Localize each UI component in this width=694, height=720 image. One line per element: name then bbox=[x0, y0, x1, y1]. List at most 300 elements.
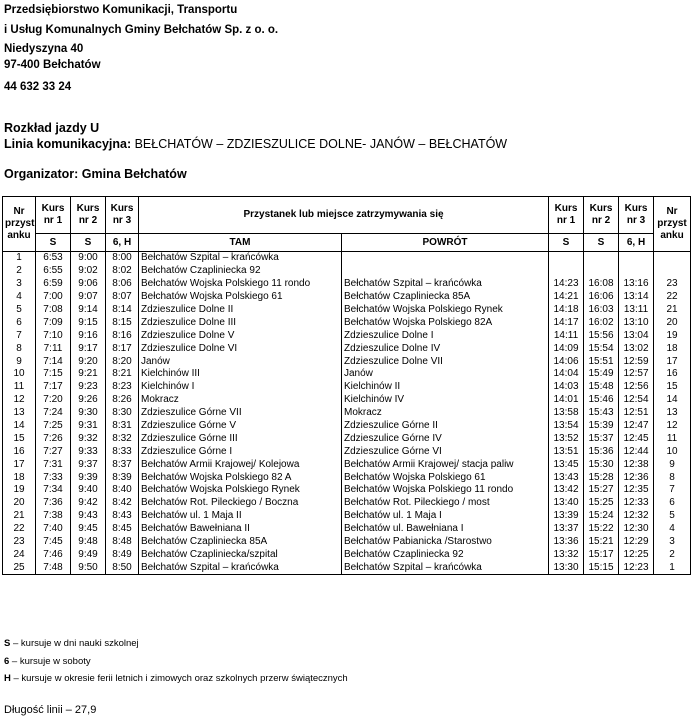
return-kurs3-time: 13:04 bbox=[619, 329, 654, 342]
stop-number-left: 16 bbox=[3, 445, 36, 458]
stop-number-left: 21 bbox=[3, 510, 36, 523]
return-kurs2-time: 15:22 bbox=[584, 523, 619, 536]
stop-number-right: 12 bbox=[654, 420, 691, 433]
stop-number-left: 24 bbox=[3, 548, 36, 561]
header-s-left-2: S bbox=[71, 234, 106, 252]
kurs2-time: 9:45 bbox=[71, 523, 106, 536]
stop-name-powrot: Bełchatów Wojska Polskiego 61 bbox=[342, 471, 549, 484]
kurs1-time: 7:20 bbox=[36, 394, 71, 407]
stop-number-right: 22 bbox=[654, 291, 691, 304]
kurs3-time: 8:07 bbox=[106, 291, 139, 304]
table-row bbox=[3, 407, 691, 420]
stop-name-powrot: Janów bbox=[342, 368, 549, 381]
stop-name-powrot: Bełchatów ul. Bawełniana I bbox=[342, 523, 549, 536]
table-row bbox=[3, 342, 691, 355]
return-kurs3-time: 12:35 bbox=[619, 484, 654, 497]
return-kurs2-time: 15:21 bbox=[584, 536, 619, 549]
return-kurs1-time: 13:37 bbox=[549, 523, 584, 536]
stop-name-powrot: Zdzieszulice Dolne I bbox=[342, 329, 549, 342]
stop-number-left: 9 bbox=[3, 355, 36, 368]
return-kurs3-time: 12:45 bbox=[619, 432, 654, 445]
stop-name-powrot: Bełchatów Wojska Polskiego Rynek bbox=[342, 304, 549, 317]
header-kurs1-right: Kurs nr 1 bbox=[549, 197, 584, 234]
table-row bbox=[3, 394, 691, 407]
return-kurs1-time: 13:42 bbox=[549, 484, 584, 497]
stop-name-tam: Zdzieszulice Górne VII bbox=[139, 407, 342, 420]
stop-number-right: 3 bbox=[654, 536, 691, 549]
kurs3-time: 8:43 bbox=[106, 510, 139, 523]
kurs1-time: 7:11 bbox=[36, 342, 71, 355]
kurs1-time: 7:10 bbox=[36, 329, 71, 342]
kurs3-time: 8:06 bbox=[106, 278, 139, 291]
stop-name-tam: Zdzieszulice Górne V bbox=[139, 420, 342, 433]
stop-number-left: 22 bbox=[3, 523, 36, 536]
stop-number-right: 13 bbox=[654, 407, 691, 420]
return-kurs1-time: 13:43 bbox=[549, 471, 584, 484]
table-row bbox=[3, 316, 691, 329]
return-kurs1-time: 14:17 bbox=[549, 316, 584, 329]
stop-number-left: 1 bbox=[3, 252, 36, 265]
company-street: Niedyszyna 40 bbox=[4, 43, 84, 55]
return-kurs3-time: 12:57 bbox=[619, 368, 654, 381]
table-row bbox=[3, 432, 691, 445]
return-kurs1-time: 13:51 bbox=[549, 445, 584, 458]
stop-number-right: 6 bbox=[654, 497, 691, 510]
stop-number-right: 1 bbox=[654, 561, 691, 574]
stop-name-tam: Zdzieszulice Dolne II bbox=[139, 304, 342, 317]
stop-name-tam: Mokracz bbox=[139, 394, 342, 407]
stop-name-powrot: Bełchatów Szpital – krańcówka bbox=[342, 278, 549, 291]
stop-number-left: 15 bbox=[3, 432, 36, 445]
return-kurs1-time: 13:52 bbox=[549, 432, 584, 445]
stop-name-tam: Bełchatów Czapliniecka 85A bbox=[139, 536, 342, 549]
return-kurs2-time: 15:27 bbox=[584, 484, 619, 497]
stop-number-right: 2 bbox=[654, 548, 691, 561]
stop-number-left: 18 bbox=[3, 471, 36, 484]
return-kurs1-time: 14:23 bbox=[549, 278, 584, 291]
stop-name-powrot: Bełchatów ul. 1 Maja I bbox=[342, 510, 549, 523]
return-kurs3-time bbox=[619, 265, 654, 278]
timetable-body bbox=[3, 252, 691, 575]
table-row bbox=[3, 329, 691, 342]
kurs2-time: 9:21 bbox=[71, 368, 106, 381]
stop-number-left: 23 bbox=[3, 536, 36, 549]
legend-item bbox=[4, 673, 348, 684]
return-kurs1-time: 13:36 bbox=[549, 536, 584, 549]
stop-name-powrot: Bełchatów Szpital – krańcówka bbox=[342, 561, 549, 574]
stop-number-right: 10 bbox=[654, 445, 691, 458]
kurs2-time: 9:40 bbox=[71, 484, 106, 497]
return-kurs1-time: 13:30 bbox=[549, 561, 584, 574]
stop-name-tam: Bełchatów Szpital – krańcówka bbox=[139, 561, 342, 574]
return-kurs3-time: 12:36 bbox=[619, 471, 654, 484]
stop-name-tam: Kielchinów III bbox=[139, 368, 342, 381]
return-kurs2-time: 15:17 bbox=[584, 548, 619, 561]
return-kurs1-time: 14:18 bbox=[549, 304, 584, 317]
stop-name-tam: Kielchinów I bbox=[139, 381, 342, 394]
kurs3-time: 8:17 bbox=[106, 342, 139, 355]
kurs1-time: 7:48 bbox=[36, 561, 71, 574]
header-s-right-2: S bbox=[584, 234, 619, 252]
kurs2-time: 9:30 bbox=[71, 407, 106, 420]
table-row bbox=[3, 304, 691, 317]
kurs2-time: 9:17 bbox=[71, 342, 106, 355]
kurs3-time: 8:37 bbox=[106, 458, 139, 471]
return-kurs2-time: 15:56 bbox=[584, 329, 619, 342]
stop-name-powrot: Bełchatów Czapliniecka 85A bbox=[342, 291, 549, 304]
return-kurs3-time: 12:29 bbox=[619, 536, 654, 549]
kurs3-time: 8:15 bbox=[106, 316, 139, 329]
return-kurs3-time: 12:51 bbox=[619, 407, 654, 420]
return-kurs2-time bbox=[584, 265, 619, 278]
stop-number-right: 4 bbox=[654, 523, 691, 536]
stop-name-powrot: Bełchatów Pabianicka /Starostwo bbox=[342, 536, 549, 549]
return-kurs2-time: 15:51 bbox=[584, 355, 619, 368]
header-tam: TAM bbox=[139, 234, 342, 252]
stop-number-right: 21 bbox=[654, 304, 691, 317]
table-row bbox=[3, 291, 691, 304]
header-kurs3-right: Kurs nr 3 bbox=[619, 197, 654, 234]
kurs3-time: 8:21 bbox=[106, 368, 139, 381]
return-kurs1-time: 13:45 bbox=[549, 458, 584, 471]
stop-number-right: 7 bbox=[654, 484, 691, 497]
header-stop-number-left: Nr przyst anku bbox=[3, 197, 36, 252]
header-stop-number-right: Nr przyst anku bbox=[654, 197, 691, 252]
return-kurs1-time: 14:09 bbox=[549, 342, 584, 355]
return-kurs3-time: 12:23 bbox=[619, 561, 654, 574]
kurs3-time: 8:45 bbox=[106, 523, 139, 536]
return-kurs2-time: 15:54 bbox=[584, 342, 619, 355]
table-row bbox=[3, 523, 691, 536]
stop-number-left: 10 bbox=[3, 368, 36, 381]
table-row bbox=[3, 381, 691, 394]
header-6h-left: 6, H bbox=[106, 234, 139, 252]
return-kurs3-time: 12:25 bbox=[619, 548, 654, 561]
stop-number-left: 13 bbox=[3, 407, 36, 420]
kurs1-time: 7:08 bbox=[36, 304, 71, 317]
line-route: BEŁCHATÓW – ZDZIESZULICE DOLNE- JANÓW – BEŁCHATÓW bbox=[131, 137, 508, 151]
stop-name-tam: Zdzieszulice Górne I bbox=[139, 445, 342, 458]
stop-number-right: 23 bbox=[654, 278, 691, 291]
header-6h-right: 6, H bbox=[619, 234, 654, 252]
return-kurs1-time: 14:04 bbox=[549, 368, 584, 381]
stop-name-tam: Bełchatów ul. 1 Maja II bbox=[139, 510, 342, 523]
header-kurs3-left: Kurs nr 3 bbox=[106, 197, 139, 234]
return-kurs2-time: 15:24 bbox=[584, 510, 619, 523]
stop-name-powrot: Bełchatów Rot. Pileckiego / most bbox=[342, 497, 549, 510]
kurs3-time: 8:39 bbox=[106, 471, 139, 484]
kurs3-time: 8:20 bbox=[106, 355, 139, 368]
stop-name-powrot: Bełchatów Wojska Polskiego 11 rondo bbox=[342, 484, 549, 497]
kurs1-time: 6:55 bbox=[36, 265, 71, 278]
return-kurs2-time: 15:43 bbox=[584, 407, 619, 420]
kurs1-time: 7:31 bbox=[36, 458, 71, 471]
table-row bbox=[3, 252, 691, 265]
kurs2-time: 9:43 bbox=[71, 510, 106, 523]
return-kurs2-time: 16:08 bbox=[584, 278, 619, 291]
kurs2-time: 9:31 bbox=[71, 420, 106, 433]
kurs1-time: 7:27 bbox=[36, 445, 71, 458]
company-name-line1: Przedsiębiorstwo Komunikacji, Transportu bbox=[4, 4, 238, 16]
kurs3-time: 8:16 bbox=[106, 329, 139, 342]
kurs3-time: 8:14 bbox=[106, 304, 139, 317]
stop-number-left: 4 bbox=[3, 291, 36, 304]
return-kurs3-time bbox=[619, 252, 654, 265]
header-powrot: POWRÓT bbox=[342, 234, 549, 252]
stop-name-tam: Bełchatów Wojska Polskiego 61 bbox=[139, 291, 342, 304]
company-name-line2: i Usług Komunalnych Gminy Bełchatów Sp. z o. o. bbox=[4, 24, 279, 36]
return-kurs1-time bbox=[549, 265, 584, 278]
return-kurs1-time: 13:32 bbox=[549, 548, 584, 561]
stop-number-left: 3 bbox=[3, 278, 36, 291]
kurs3-time: 8:31 bbox=[106, 420, 139, 433]
return-kurs3-time: 12:38 bbox=[619, 458, 654, 471]
line-route-row bbox=[4, 137, 507, 151]
kurs1-time: 7:34 bbox=[36, 484, 71, 497]
header-kurs1-left: Kurs nr 1 bbox=[36, 197, 71, 234]
timetable bbox=[2, 196, 691, 575]
stop-number-left: 17 bbox=[3, 458, 36, 471]
stop-name-powrot: Bełchatów Czapliniecka 92 bbox=[342, 548, 549, 561]
stop-number-left: 12 bbox=[3, 394, 36, 407]
return-kurs3-time: 13:10 bbox=[619, 316, 654, 329]
stop-name-tam: Bełchatów Armii Krajowej/ Kolejowa bbox=[139, 458, 342, 471]
stop-name-tam: Bełchatów Wojska Polskiego 82 A bbox=[139, 471, 342, 484]
kurs2-time: 9:16 bbox=[71, 329, 106, 342]
kurs3-time: 8:40 bbox=[106, 484, 139, 497]
table-row bbox=[3, 445, 691, 458]
table-row bbox=[3, 497, 691, 510]
return-kurs2-time: 15:28 bbox=[584, 471, 619, 484]
kurs2-time: 9:20 bbox=[71, 355, 106, 368]
return-kurs2-time: 15:46 bbox=[584, 394, 619, 407]
kurs3-time: 8:32 bbox=[106, 432, 139, 445]
stop-number-right: 18 bbox=[654, 342, 691, 355]
kurs1-time: 6:53 bbox=[36, 252, 71, 265]
table-row bbox=[3, 458, 691, 471]
return-kurs1-time: 14:03 bbox=[549, 381, 584, 394]
kurs2-time: 9:39 bbox=[71, 471, 106, 484]
stop-number-left: 5 bbox=[3, 304, 36, 317]
return-kurs3-time: 12:59 bbox=[619, 355, 654, 368]
legend-key: H bbox=[4, 673, 11, 684]
stop-name-tam: Zdzieszulice Dolne V bbox=[139, 329, 342, 342]
stop-number-right: 20 bbox=[654, 316, 691, 329]
line-label: Linia komunikacyjna: bbox=[4, 137, 132, 151]
stop-number-right: 14 bbox=[654, 394, 691, 407]
table-row bbox=[3, 420, 691, 433]
stop-name-tam: Bełchatów Wojska Polskiego Rynek bbox=[139, 484, 342, 497]
stop-name-powrot: Zdzieszulice Górne II bbox=[342, 420, 549, 433]
line-length: Długość linii – 27,9 bbox=[4, 704, 97, 716]
stop-number-left: 8 bbox=[3, 342, 36, 355]
return-kurs1-time: 14:01 bbox=[549, 394, 584, 407]
stop-number-left: 14 bbox=[3, 420, 36, 433]
kurs3-time: 8:50 bbox=[106, 561, 139, 574]
kurs1-time: 7:33 bbox=[36, 471, 71, 484]
kurs1-time: 7:15 bbox=[36, 368, 71, 381]
return-kurs1-time: 14:21 bbox=[549, 291, 584, 304]
stop-name-powrot: Zdzieszulice Górne IV bbox=[342, 432, 549, 445]
kurs1-time: 7:17 bbox=[36, 381, 71, 394]
return-kurs3-time: 12:30 bbox=[619, 523, 654, 536]
header-s-left-1: S bbox=[36, 234, 71, 252]
return-kurs3-time: 13:02 bbox=[619, 342, 654, 355]
kurs2-time: 9:33 bbox=[71, 445, 106, 458]
return-kurs1-time: 13:40 bbox=[549, 497, 584, 510]
stop-name-powrot: Bełchatów Armii Krajowej/ stacja paliw bbox=[342, 458, 549, 471]
table-row bbox=[3, 355, 691, 368]
stop-name-tam: Zdzieszulice Dolne VI bbox=[139, 342, 342, 355]
stop-name-tam: Bełchatów Rot. Pileckiego / Boczna bbox=[139, 497, 342, 510]
kurs2-time: 9:07 bbox=[71, 291, 106, 304]
return-kurs2-time bbox=[584, 252, 619, 265]
table-row bbox=[3, 278, 691, 291]
kurs1-time: 7:00 bbox=[36, 291, 71, 304]
kurs1-time: 7:26 bbox=[36, 432, 71, 445]
kurs1-time: 7:38 bbox=[36, 510, 71, 523]
header-kurs2-right: Kurs nr 2 bbox=[584, 197, 619, 234]
kurs3-time: 8:48 bbox=[106, 536, 139, 549]
company-city: 97-400 Bełchatów bbox=[4, 59, 101, 71]
organizer: Organizator: Gmina Bełchatów bbox=[4, 167, 187, 181]
kurs3-time: 8:33 bbox=[106, 445, 139, 458]
kurs3-time: 8:02 bbox=[106, 265, 139, 278]
return-kurs2-time: 15:36 bbox=[584, 445, 619, 458]
return-kurs2-time: 16:06 bbox=[584, 291, 619, 304]
table-row bbox=[3, 368, 691, 381]
kurs3-time: 8:00 bbox=[106, 252, 139, 265]
return-kurs3-time: 12:44 bbox=[619, 445, 654, 458]
kurs3-time: 8:49 bbox=[106, 548, 139, 561]
table-row bbox=[3, 561, 691, 574]
return-kurs2-time: 16:03 bbox=[584, 304, 619, 317]
stop-number-right bbox=[654, 265, 691, 278]
legend-item bbox=[4, 656, 91, 667]
stop-name-powrot: Zdzieszulice Górne VI bbox=[342, 445, 549, 458]
stop-name-powrot: Zdzieszulice Dolne VII bbox=[342, 355, 549, 368]
return-kurs2-time: 16:02 bbox=[584, 316, 619, 329]
stop-name-tam: Bełchatów Szpital – krańcówka bbox=[139, 252, 342, 265]
stop-name-powrot: Zdzieszulice Dolne IV bbox=[342, 342, 549, 355]
legend-text: – kursuje w soboty bbox=[9, 656, 91, 667]
stop-number-left: 19 bbox=[3, 484, 36, 497]
kurs1-time: 7:36 bbox=[36, 497, 71, 510]
table-row bbox=[3, 548, 691, 561]
table-row bbox=[3, 484, 691, 497]
stop-number-right: 15 bbox=[654, 381, 691, 394]
legend-key: 6 bbox=[4, 656, 10, 667]
kurs3-time: 8:30 bbox=[106, 407, 139, 420]
kurs1-time: 7:40 bbox=[36, 523, 71, 536]
return-kurs2-time: 15:48 bbox=[584, 381, 619, 394]
kurs1-time: 7:25 bbox=[36, 420, 71, 433]
stop-name-powrot bbox=[342, 252, 549, 265]
stop-name-tam: Bełchatów Czapliniecka/szpital bbox=[139, 548, 342, 561]
table-row bbox=[3, 510, 691, 523]
kurs2-time: 9:23 bbox=[71, 381, 106, 394]
kurs2-time: 9:02 bbox=[71, 265, 106, 278]
stop-number-left: 6 bbox=[3, 316, 36, 329]
stop-number-left: 7 bbox=[3, 329, 36, 342]
kurs2-time: 9:48 bbox=[71, 536, 106, 549]
stop-name-tam: Bełchatów Bawełniana II bbox=[139, 523, 342, 536]
return-kurs3-time: 12:47 bbox=[619, 420, 654, 433]
stop-name-powrot: Bełchatów Wojska Polskiego 82A bbox=[342, 316, 549, 329]
table-row bbox=[3, 471, 691, 484]
kurs2-time: 9:14 bbox=[71, 304, 106, 317]
return-kurs3-time: 12:33 bbox=[619, 497, 654, 510]
return-kurs2-time: 15:49 bbox=[584, 368, 619, 381]
stop-name-tam: Zdzieszulice Dolne III bbox=[139, 316, 342, 329]
return-kurs3-time: 12:54 bbox=[619, 394, 654, 407]
schedule-title: Rozkład jazdy U bbox=[4, 121, 100, 135]
stop-name-powrot: Mokracz bbox=[342, 407, 549, 420]
stop-number-right: 19 bbox=[654, 329, 691, 342]
stop-number-right: 17 bbox=[654, 355, 691, 368]
kurs2-time: 9:49 bbox=[71, 548, 106, 561]
stop-name-tam: Zdzieszulice Górne III bbox=[139, 432, 342, 445]
kurs1-time: 6:59 bbox=[36, 278, 71, 291]
stop-number-left: 25 bbox=[3, 561, 36, 574]
stop-name-powrot bbox=[342, 265, 549, 278]
return-kurs3-time: 12:56 bbox=[619, 381, 654, 394]
return-kurs3-time: 13:14 bbox=[619, 291, 654, 304]
legend-text: – kursuje w dni nauki szkolnej bbox=[10, 638, 139, 649]
stop-name-tam: Bełchatów Czapliniecka 92 bbox=[139, 265, 342, 278]
return-kurs2-time: 15:30 bbox=[584, 458, 619, 471]
stop-number-right bbox=[654, 252, 691, 265]
kurs1-time: 7:46 bbox=[36, 548, 71, 561]
header-s-right-1: S bbox=[549, 234, 584, 252]
return-kurs3-time: 13:16 bbox=[619, 278, 654, 291]
return-kurs1-time bbox=[549, 252, 584, 265]
stop-number-right: 9 bbox=[654, 458, 691, 471]
table-row bbox=[3, 536, 691, 549]
stop-name-powrot: Kielchinów II bbox=[342, 381, 549, 394]
kurs1-time: 7:09 bbox=[36, 316, 71, 329]
return-kurs3-time: 12:32 bbox=[619, 510, 654, 523]
kurs2-time: 9:42 bbox=[71, 497, 106, 510]
return-kurs2-time: 15:15 bbox=[584, 561, 619, 574]
stop-number-left: 2 bbox=[3, 265, 36, 278]
kurs3-time: 8:42 bbox=[106, 497, 139, 510]
kurs2-time: 9:15 bbox=[71, 316, 106, 329]
kurs1-time: 7:24 bbox=[36, 407, 71, 420]
legend-key: S bbox=[4, 638, 11, 649]
kurs2-time: 9:32 bbox=[71, 432, 106, 445]
return-kurs1-time: 13:58 bbox=[549, 407, 584, 420]
kurs1-time: 7:14 bbox=[36, 355, 71, 368]
stop-number-left: 11 bbox=[3, 381, 36, 394]
legend-text: – kursuje w okresie ferii letnich i zimowych oraz szkolnych przerw świątecznych bbox=[10, 673, 348, 684]
header-stop-name: Przystanek lub miejsce zatrzymywania się bbox=[139, 197, 549, 234]
stop-name-tam: Bełchatów Wojska Polskiego 11 rondo bbox=[139, 278, 342, 291]
return-kurs3-time: 13:11 bbox=[619, 304, 654, 317]
kurs2-time: 9:37 bbox=[71, 458, 106, 471]
stop-number-right: 16 bbox=[654, 368, 691, 381]
return-kurs1-time: 14:11 bbox=[549, 329, 584, 342]
return-kurs1-time: 13:54 bbox=[549, 420, 584, 433]
return-kurs2-time: 15:25 bbox=[584, 497, 619, 510]
kurs2-time: 9:26 bbox=[71, 394, 106, 407]
kurs2-time: 9:06 bbox=[71, 278, 106, 291]
legend-item bbox=[4, 638, 139, 649]
stop-number-right: 5 bbox=[654, 510, 691, 523]
kurs3-time: 8:26 bbox=[106, 394, 139, 407]
stop-number-right: 11 bbox=[654, 432, 691, 445]
return-kurs2-time: 15:39 bbox=[584, 420, 619, 433]
